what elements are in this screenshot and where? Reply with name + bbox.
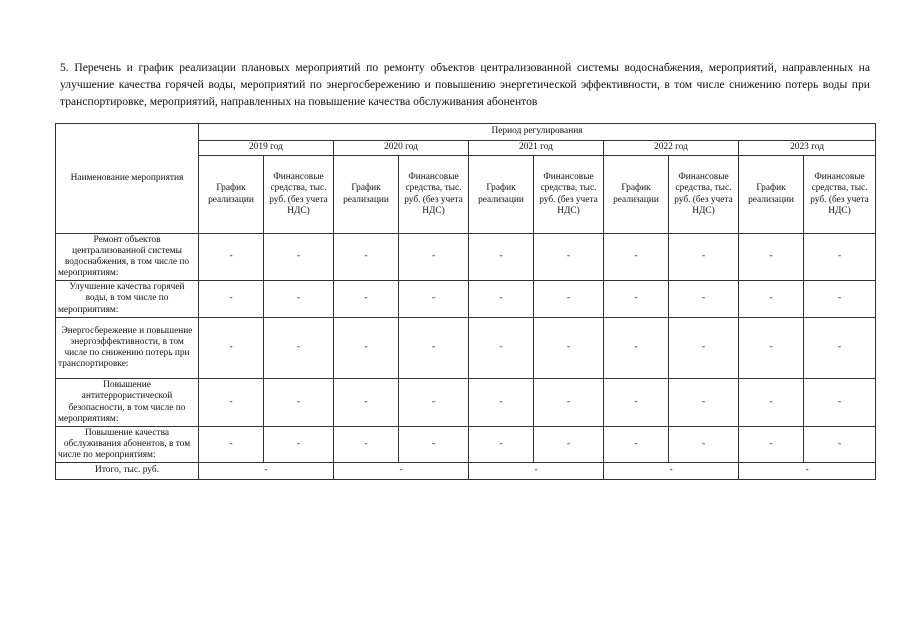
table-cell: - <box>264 234 334 281</box>
period-header: Период регулирования <box>199 124 876 141</box>
table-cell: - <box>199 281 264 318</box>
schedule-header: График реализации <box>199 156 264 234</box>
year-header: 2019 год <box>199 141 334 156</box>
table-cell: - <box>334 318 399 379</box>
table-cell: - <box>534 379 604 427</box>
table-cell: - <box>334 379 399 427</box>
table-cell: - <box>334 427 399 463</box>
total-label: Итого, тыс. руб. <box>56 463 199 480</box>
table-cell: - <box>334 281 399 318</box>
section-heading: 5. Перечень и график реализации плановых мероприятий по ремонту объектов централизованной системы водоснабжения, мероприятий, направленных на улучшение качества горячей воды, мероприятий по энергосбережению и повышению энергетической эффективности, в том числе снижению потерь воды при транспортировке, мероприятий, направленных на повышение качества обслуживания абонентов <box>60 61 870 108</box>
year-header: 2020 год <box>334 141 469 156</box>
table-cell: - <box>804 281 876 318</box>
table-cell: - <box>399 234 469 281</box>
table-cell: - <box>469 281 534 318</box>
table-cell: - <box>739 234 804 281</box>
year-header: 2023 год <box>739 141 876 156</box>
activity-name: Ремонт объектов централизованной системы водоснабжения, в том числе по мероприятиям: <box>56 234 199 281</box>
table-cell: - <box>739 379 804 427</box>
table-cell: - <box>264 281 334 318</box>
table-cell: - <box>534 234 604 281</box>
finance-header: Финансовые средства, тыс. руб. (без учета НДС) <box>534 156 604 234</box>
table-cell: - <box>264 318 334 379</box>
table-cell: - <box>604 379 669 427</box>
table-row <box>56 281 876 318</box>
total-cell: - <box>604 463 739 480</box>
table-cell: - <box>264 379 334 427</box>
table-cell: - <box>469 379 534 427</box>
total-row <box>56 463 876 480</box>
table-cell: - <box>804 379 876 427</box>
table-cell: - <box>669 318 739 379</box>
schedule-header: График реализации <box>469 156 534 234</box>
activities-table <box>55 123 876 480</box>
table-cell: - <box>669 234 739 281</box>
table-cell: - <box>669 379 739 427</box>
activity-name: Повышение антитеррористической безопасности, в том числе по мероприятиям: <box>56 379 199 427</box>
table-cell: - <box>739 427 804 463</box>
table-cell: - <box>199 427 264 463</box>
table-cell: - <box>739 281 804 318</box>
table-row <box>56 427 876 463</box>
table-cell: - <box>399 318 469 379</box>
table-cell: - <box>399 281 469 318</box>
table-cell: - <box>399 379 469 427</box>
table-cell: - <box>669 281 739 318</box>
table-cell: - <box>469 427 534 463</box>
table-cell: - <box>469 234 534 281</box>
table-cell: - <box>804 318 876 379</box>
activity-name: Повышение качества обслуживания абонентов, в том числе по мероприятиям: <box>56 427 199 463</box>
table-cell: - <box>669 427 739 463</box>
table-cell: - <box>534 427 604 463</box>
year-header: 2021 год <box>469 141 604 156</box>
schedule-header: График реализации <box>334 156 399 234</box>
schedule-header: График реализации <box>604 156 669 234</box>
table-row <box>56 379 876 427</box>
table-cell: - <box>804 234 876 281</box>
table-cell: - <box>199 234 264 281</box>
total-cell: - <box>334 463 469 480</box>
table-cell: - <box>199 379 264 427</box>
table-cell: - <box>334 234 399 281</box>
table-cell: - <box>604 234 669 281</box>
finance-header: Финансовые средства, тыс. руб. (без учета НДС) <box>804 156 876 234</box>
table-cell: - <box>804 427 876 463</box>
activity-name: Энергосбережение и повышение энергоэффективности, в том числе по снижению потерь при транспортировке: <box>56 318 199 379</box>
table-row <box>56 318 876 379</box>
table-cell: - <box>739 318 804 379</box>
year-header: 2022 год <box>604 141 739 156</box>
finance-header: Финансовые средства, тыс. руб. (без учета НДС) <box>669 156 739 234</box>
total-cell: - <box>469 463 604 480</box>
schedule-header: График реализации <box>739 156 804 234</box>
table-cell: - <box>534 281 604 318</box>
table-cell: - <box>264 427 334 463</box>
table-row <box>56 234 876 281</box>
table-cell: - <box>199 318 264 379</box>
table-cell: - <box>604 427 669 463</box>
table-cell: - <box>534 318 604 379</box>
activity-name-header: Наименование мероприятия <box>56 124 199 234</box>
header-row-period <box>56 124 876 141</box>
total-cell: - <box>739 463 876 480</box>
table-cell: - <box>604 281 669 318</box>
total-cell: - <box>199 463 334 480</box>
table-cell: - <box>399 427 469 463</box>
activity-name: Улучшение качества горячей воды, в том числе по мероприятиям: <box>56 281 199 318</box>
finance-header: Финансовые средства, тыс. руб. (без учета НДС) <box>399 156 469 234</box>
table-cell: - <box>604 318 669 379</box>
finance-header: Финансовые средства, тыс. руб. (без учета НДС) <box>264 156 334 234</box>
table-cell: - <box>469 318 534 379</box>
